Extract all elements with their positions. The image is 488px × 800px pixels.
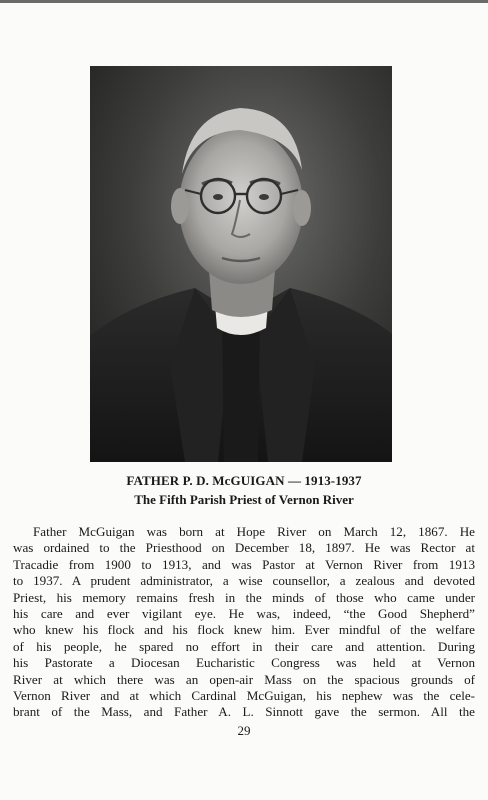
body-line: of his people, he spared no effort in their care and attention. During [13,638,475,654]
page-number: 29 [237,723,251,738]
body-line: brant of the Mass, and Father A. L. Sinnott gave the sermon. All the [13,704,475,720]
caption-title: FATHER P. D. McGUIGAN — 1913-1937 [126,473,362,488]
body-line: Tracadie from 1900 to 1913, and was Pastor at Vernon River from 1913 [13,556,475,572]
body-paragraph [13,524,475,721]
caption-subtitle: The Fifth Parish Priest of Vernon River [134,492,354,507]
body-line: Vernon River and at which Cardinal McGuigan, his nephew was the cele- [13,687,475,703]
body-line: to 1937. A prudent administrator, a wise counsellor, a zealous and devoted [13,573,475,589]
body-line: Father McGuigan was born at Hope River on March 12, 1867. He [33,524,475,539]
body-line: his Pastorate a Diocesan Eucharistic Congress was held at Vernon [13,655,475,671]
portrait-photograph [90,66,392,462]
body-line: was ordained to the Priesthood on December 18, 1897. He was Rector at [13,540,475,556]
body-line: River at which there was an open-air Mass on the spacious grounds of [13,671,475,687]
top-edge-rule [0,0,488,3]
body-line: his care and ever vigilant eye. He was, indeed, “the Good Shepherd” [13,605,475,621]
body-line: Priest, his memory remains fresh in the minds of those who came under [13,589,475,605]
body-line: who knew his flock and his flock knew him. Ever mindful of the welfare [13,622,475,638]
